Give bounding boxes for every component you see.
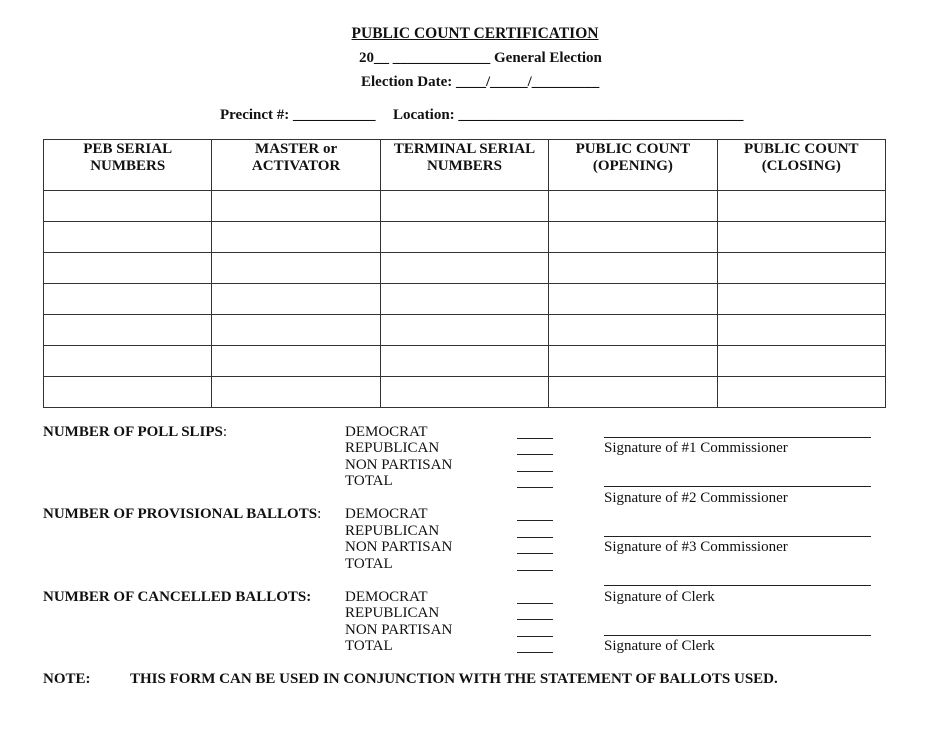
provisional-ballots-label: NUMBER OF PROVISIONAL BALLOTS: xyxy=(43,506,322,522)
table-cell[interactable] xyxy=(212,284,380,315)
poll-slips-label: NUMBER OF POLL SLIPS: xyxy=(43,424,228,440)
poll-slips-democrat-label: DEMOCRAT xyxy=(345,424,428,440)
table-cell[interactable] xyxy=(44,284,212,315)
poll-slips-nonpartisan-label: NON PARTISAN xyxy=(345,457,453,473)
table-cell[interactable] xyxy=(380,284,548,315)
signature-label-clerk-2: Signature of Clerk xyxy=(604,638,715,654)
poll-slips-nonpartisan-blank[interactable] xyxy=(517,471,553,472)
table-cell[interactable] xyxy=(44,346,212,377)
col-header-public-count-opening: PUBLIC COUNT (OPENING) xyxy=(549,140,717,191)
table-cell[interactable] xyxy=(549,191,717,222)
signature-line-commissioner-3[interactable] xyxy=(604,536,871,537)
election-line[interactable]: 20__ _____________ General Election xyxy=(359,50,602,66)
provisional-republican-label: REPUBLICAN xyxy=(345,523,440,539)
table-cell[interactable] xyxy=(717,346,885,377)
provisional-republican-blank[interactable] xyxy=(517,537,553,538)
table-cell[interactable] xyxy=(717,315,885,346)
col-header-master-activator: MASTER or ACTIVATOR xyxy=(212,140,380,191)
poll-slips-republican-blank[interactable] xyxy=(517,454,553,455)
table-cell[interactable] xyxy=(549,284,717,315)
table-cell[interactable] xyxy=(717,377,885,408)
poll-slips-total-blank[interactable] xyxy=(517,487,553,488)
note-label: NOTE: xyxy=(43,671,91,687)
table-cell[interactable] xyxy=(44,253,212,284)
cancelled-republican-blank[interactable] xyxy=(517,619,553,620)
table-cell[interactable] xyxy=(549,346,717,377)
poll-slips-republican-label: REPUBLICAN xyxy=(345,440,440,456)
cancelled-republican-label: REPUBLICAN xyxy=(345,605,440,621)
table-cell[interactable] xyxy=(549,315,717,346)
table-cell[interactable] xyxy=(44,315,212,346)
table-cell[interactable] xyxy=(212,253,380,284)
table-cell[interactable] xyxy=(212,377,380,408)
table-cell[interactable] xyxy=(212,191,380,222)
table-cell[interactable] xyxy=(380,222,548,253)
provisional-democrat-label: DEMOCRAT xyxy=(345,506,428,522)
col-header-terminal-serial: TERMINAL SERIAL NUMBERS xyxy=(380,140,548,191)
table-cell[interactable] xyxy=(549,222,717,253)
note-text: THIS FORM CAN BE USED IN CONJUNCTION WITH THE STATEMENT OF BALLOTS USED. xyxy=(130,671,778,687)
table-cell[interactable] xyxy=(44,222,212,253)
table-row xyxy=(44,253,886,284)
table-row xyxy=(44,191,886,222)
table-row xyxy=(44,315,886,346)
table-cell[interactable] xyxy=(380,191,548,222)
col-header-public-count-closing: PUBLIC COUNT (CLOSING) xyxy=(717,140,885,191)
table-cell[interactable] xyxy=(380,253,548,284)
signature-label-commissioner-3: Signature of #3 Commissioner xyxy=(604,539,788,555)
cancelled-ballots-label: NUMBER OF CANCELLED BALLOTS: xyxy=(43,589,312,605)
table-cell[interactable] xyxy=(380,377,548,408)
table-header-row xyxy=(44,140,886,191)
table-row xyxy=(44,284,886,315)
cancelled-total-blank[interactable] xyxy=(517,652,553,653)
table-cell[interactable] xyxy=(717,222,885,253)
table-cell[interactable] xyxy=(380,315,548,346)
signature-line-clerk-1[interactable] xyxy=(604,585,871,586)
table-cell[interactable] xyxy=(717,191,885,222)
table-cell[interactable] xyxy=(549,377,717,408)
table-cell[interactable] xyxy=(212,346,380,377)
table-cell[interactable] xyxy=(212,222,380,253)
poll-slips-total-label: TOTAL xyxy=(345,473,393,489)
signature-line-commissioner-2[interactable] xyxy=(604,486,871,487)
table-row xyxy=(44,346,886,377)
cancelled-total-label: TOTAL xyxy=(345,638,393,654)
provisional-total-blank[interactable] xyxy=(517,570,553,571)
table-cell[interactable] xyxy=(717,253,885,284)
provisional-nonpartisan-blank[interactable] xyxy=(517,553,553,554)
provisional-total-label: TOTAL xyxy=(345,556,393,572)
election-date-line[interactable]: Election Date: ____/_____/_________ xyxy=(361,74,600,90)
cancelled-democrat-blank[interactable] xyxy=(517,603,553,604)
location-field[interactable]: Location: ______________________________________ xyxy=(393,107,744,123)
public-count-table xyxy=(43,139,886,408)
poll-slips-democrat-blank[interactable] xyxy=(517,438,553,439)
table-cell[interactable] xyxy=(44,377,212,408)
table-cell[interactable] xyxy=(212,315,380,346)
signature-label-commissioner-1: Signature of #1 Commissioner xyxy=(604,440,788,456)
signature-line-clerk-2[interactable] xyxy=(604,635,871,636)
precinct-field[interactable]: Precinct #: ___________ xyxy=(220,107,376,123)
signature-label-clerk-1: Signature of Clerk xyxy=(604,589,715,605)
provisional-democrat-blank[interactable] xyxy=(517,520,553,521)
col-header-peb-serial: PEB SERIAL NUMBERS xyxy=(44,140,212,191)
cancelled-nonpartisan-label: NON PARTISAN xyxy=(345,622,453,638)
table-row xyxy=(44,222,886,253)
provisional-nonpartisan-label: NON PARTISAN xyxy=(345,539,453,555)
cancelled-democrat-label: DEMOCRAT xyxy=(345,589,428,605)
table-cell[interactable] xyxy=(717,284,885,315)
table-cell[interactable] xyxy=(549,253,717,284)
table-cell[interactable] xyxy=(44,191,212,222)
table-cell[interactable] xyxy=(380,346,548,377)
table-row xyxy=(44,377,886,408)
cancelled-nonpartisan-blank[interactable] xyxy=(517,636,553,637)
signature-label-commissioner-2: Signature of #2 Commissioner xyxy=(604,490,788,506)
form-title: PUBLIC COUNT CERTIFICATION xyxy=(351,25,599,42)
signature-line-commissioner-1[interactable] xyxy=(604,437,871,438)
